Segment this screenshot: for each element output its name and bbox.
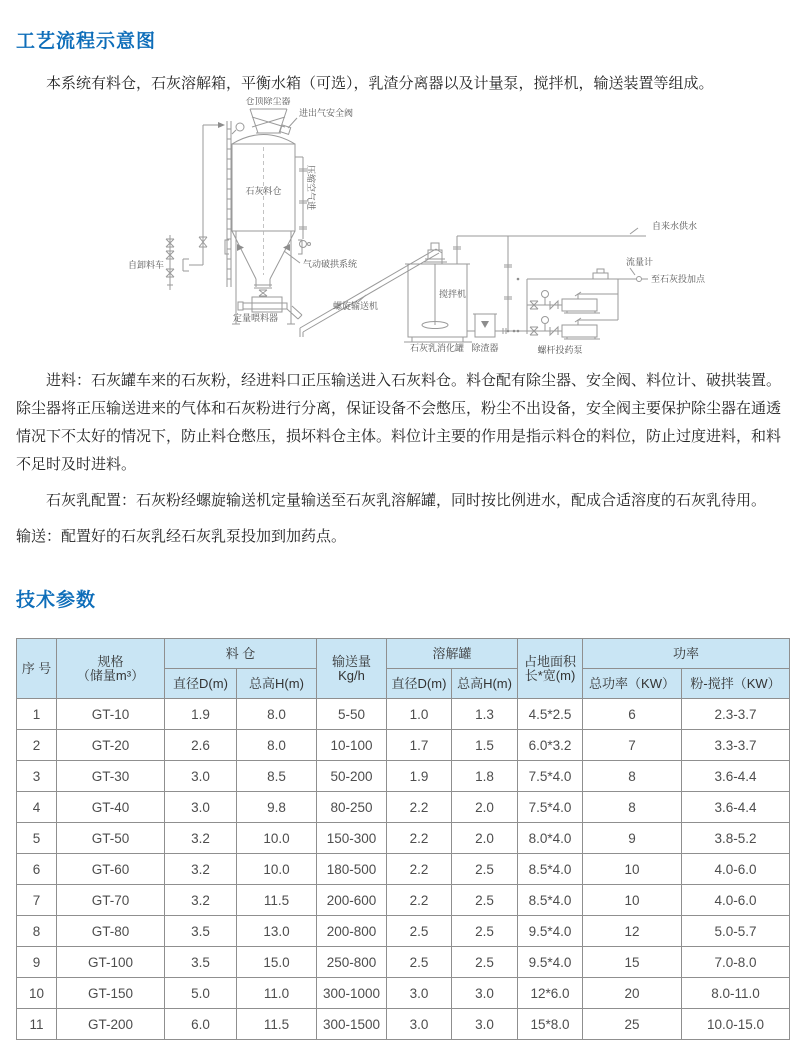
- table-cell: 8.5*4.0: [518, 854, 583, 885]
- table-cell: GT-60: [57, 854, 165, 885]
- table-cell: 2.5: [452, 885, 518, 916]
- process-flow-title: 工艺流程示意图: [16, 31, 157, 52]
- table-cell: 4: [17, 792, 57, 823]
- table-cell: 13.0: [237, 916, 317, 947]
- table-cell: 2.2: [387, 854, 452, 885]
- label-unloading-truck: 自卸料车: [127, 260, 164, 270]
- table-row: [17, 699, 790, 730]
- label-arch-breaking-system: 气动破拱系统: [303, 259, 358, 269]
- table-row: [17, 761, 790, 792]
- transport-paragraph: 输送：配置好的石灰乳经石灰乳泵投加到加药点。: [16, 528, 347, 545]
- table-cell: 8.0*4.0: [518, 823, 583, 854]
- table-cell: GT-10: [57, 699, 165, 730]
- table-cell: 2.5: [387, 916, 452, 947]
- table-cell: 1.9: [165, 699, 237, 730]
- table-row: [17, 854, 790, 885]
- label-slag-remover: 除渣器: [471, 343, 499, 353]
- table-cell: 5.0: [165, 978, 237, 1009]
- col-header-tank-height: 总高H(m): [452, 669, 518, 699]
- group-header-tank: 溶解罐: [387, 639, 518, 669]
- label-screw-dosing-pump: 螺杆投药泵: [537, 345, 583, 355]
- table-row: [17, 916, 790, 947]
- table-cell: 10.0: [237, 854, 317, 885]
- process-flow-diagram: [0, 97, 800, 359]
- table-cell: 8: [583, 761, 682, 792]
- col-header-capacity-line2: Kg/h: [338, 667, 365, 683]
- table-cell: 6: [17, 854, 57, 885]
- table-cell: 300-1000: [317, 978, 387, 1009]
- col-header-capacity-line1: 输送量: [331, 653, 371, 669]
- table-cell: 12*6.0: [518, 978, 583, 1009]
- table-row: [17, 885, 790, 916]
- label-mixer: 搅拌机: [439, 289, 467, 299]
- table-cell: 3.0: [452, 978, 518, 1009]
- col-header-area-line2: 长*宽(m): [524, 667, 576, 683]
- table-cell: 2.3-3.7: [682, 699, 790, 730]
- table-cell: 4.0-6.0: [682, 854, 790, 885]
- table-cell: 7.0-8.0: [682, 947, 790, 978]
- table-cell: 3.2: [165, 823, 237, 854]
- col-header-tank-diameter: 直径D(m): [387, 669, 452, 699]
- table-cell: 8.0-11.0: [682, 978, 790, 1009]
- table-cell: 3.6-4.4: [682, 761, 790, 792]
- group-header-silo: 料 仓: [165, 639, 317, 669]
- table-cell: 5: [17, 823, 57, 854]
- col-header-spec: [57, 639, 165, 699]
- table-cell: 12: [583, 916, 682, 947]
- table-cell: 11.0: [237, 978, 317, 1009]
- table-cell: 250-800: [317, 947, 387, 978]
- col-header-spec-line1: 规格: [97, 653, 124, 669]
- table-cell: 10.0: [237, 823, 317, 854]
- table-row: [17, 978, 790, 1009]
- table-cell: 200-800: [317, 916, 387, 947]
- table-cell: 5-50: [317, 699, 387, 730]
- table-cell: 10.0-15.0: [682, 1009, 790, 1040]
- table-cell: 7.5*4.0: [518, 792, 583, 823]
- table-cell: 3.0: [387, 1009, 452, 1040]
- table-cell: 9: [583, 823, 682, 854]
- table-cell: GT-80: [57, 916, 165, 947]
- table-cell: 8: [17, 916, 57, 947]
- table-cell: 3.0: [165, 792, 237, 823]
- table-cell: 1.8: [452, 761, 518, 792]
- table-cell: 11.5: [237, 1009, 317, 1040]
- table-cell: 80-250: [317, 792, 387, 823]
- table-cell: 15: [583, 947, 682, 978]
- table-cell: 50-200: [317, 761, 387, 792]
- table-cell: 10-100: [317, 730, 387, 761]
- table-cell: GT-200: [57, 1009, 165, 1040]
- table-cell: GT-150: [57, 978, 165, 1009]
- table-cell: 2.0: [452, 792, 518, 823]
- table-cell: 300-1500: [317, 1009, 387, 1040]
- table-cell: GT-30: [57, 761, 165, 792]
- table-cell: 10: [17, 978, 57, 1009]
- col-header-total-power: 总功率（KW）: [583, 669, 682, 699]
- table-cell: 9.5*4.0: [518, 916, 583, 947]
- table-cell: 7.5*4.0: [518, 761, 583, 792]
- table-cell: GT-20: [57, 730, 165, 761]
- table-cell: 1.7: [387, 730, 452, 761]
- table-cell: 10: [583, 854, 682, 885]
- table-cell: 180-500: [317, 854, 387, 885]
- table-cell: 200-600: [317, 885, 387, 916]
- col-header-spec-line2: （储量m³）: [76, 667, 145, 683]
- table-cell: 20: [583, 978, 682, 1009]
- table-cell: 6.0*3.2: [518, 730, 583, 761]
- feed-paragraph: 进料：石灰罐车来的石灰粉，经进料口正压输送进入石灰料仓。料仓配有除尘器、安全阀、料位计、破拱装置。除尘器将正压输送进来的气体和石灰粉进行分离，保证设备不会憋压，粉尘不出设备，安全阀主要保护除尘器在通透情况下不太好的情况下，防止料仓憋压，损坏料仓主体。料位计主要的作用是指示料仓的料位，防止过度进料，和料不足时及时进料。: [16, 372, 782, 473]
- table-cell: 1.9: [387, 761, 452, 792]
- table-cell: 15.0: [237, 947, 317, 978]
- table-cell: 1.0: [387, 699, 452, 730]
- table-cell: 2.5: [452, 854, 518, 885]
- table-cell: 2.5: [387, 947, 452, 978]
- table-cell: 11: [17, 1009, 57, 1040]
- table-cell: 3.0: [452, 1009, 518, 1040]
- label-digestion-tank: 石灰乳消化罐: [409, 343, 465, 353]
- params-title: 技术参数: [16, 590, 97, 611]
- label-to-dosing-point: 至石灰投加点: [651, 274, 706, 284]
- table-cell: GT-100: [57, 947, 165, 978]
- table-cell: 7: [583, 730, 682, 761]
- config-paragraph: 石灰乳配置：石灰粉经螺旋输送机定量输送至石灰乳溶解罐，同时按比例进水，配成合适溶度的石灰乳待用。: [46, 492, 767, 509]
- table-cell: 3.0: [387, 978, 452, 1009]
- table-cell: 2: [17, 730, 57, 761]
- table-cell: GT-40: [57, 792, 165, 823]
- label-lime-silo: 石灰料仓: [245, 186, 282, 196]
- table-cell: 3.2: [165, 854, 237, 885]
- table-row: [17, 823, 790, 854]
- table-cell: 2.0: [452, 823, 518, 854]
- table-cell: 3: [17, 761, 57, 792]
- col-header-capacity: [317, 639, 387, 699]
- table-cell: 2.2: [387, 823, 452, 854]
- table-cell: 15*8.0: [518, 1009, 583, 1040]
- table-cell: 3.0: [165, 761, 237, 792]
- table-cell: 8.0: [237, 730, 317, 761]
- system-intro-text: 本系统有料仓，石灰溶解箱，平衡水箱（可选），乳渣分离器以及计量泵，搅拌机，输送装置等组成。: [46, 75, 714, 92]
- col-header-silo-diameter: 直径D(m): [165, 669, 237, 699]
- table-cell: 150-300: [317, 823, 387, 854]
- table-cell: 6: [583, 699, 682, 730]
- table-cell: 2.5: [452, 916, 518, 947]
- table-cell: 11.5: [237, 885, 317, 916]
- table-cell: 2.6: [165, 730, 237, 761]
- table-cell: 5.0-5.7: [682, 916, 790, 947]
- table-cell: GT-50: [57, 823, 165, 854]
- table-cell: 8.0: [237, 699, 317, 730]
- table-cell: 6.0: [165, 1009, 237, 1040]
- table-cell: 2.2: [387, 885, 452, 916]
- table-cell: 3.8-5.2: [682, 823, 790, 854]
- table-cell: 3.5: [165, 947, 237, 978]
- params-table-body: [17, 699, 790, 1040]
- table-cell: 3.5: [165, 916, 237, 947]
- table-row: [17, 730, 790, 761]
- params-table: [16, 638, 790, 1040]
- params-table-header: [17, 639, 790, 699]
- table-cell: 9.5*4.0: [518, 947, 583, 978]
- table-cell: 4.0-6.0: [682, 885, 790, 916]
- label-air-safety-valve: 进出气安全阀: [299, 108, 354, 118]
- table-cell: 25: [583, 1009, 682, 1040]
- table-cell: 1: [17, 699, 57, 730]
- table-cell: 9.8: [237, 792, 317, 823]
- col-header-index: 序 号: [17, 639, 57, 699]
- label-top-dust-collector: 仓顶除尘器: [245, 97, 291, 106]
- table-cell: 7: [17, 885, 57, 916]
- table-cell: 9: [17, 947, 57, 978]
- table-cell: 8: [583, 792, 682, 823]
- table-cell: 3.2: [165, 885, 237, 916]
- table-row: [17, 1009, 790, 1040]
- col-header-powder-mix: 粉-搅拌（KW）: [682, 669, 790, 699]
- group-header-power: 功率: [583, 639, 790, 669]
- table-cell: 2.5: [452, 947, 518, 978]
- label-compressed-air-in: 压缩空气进: [306, 165, 316, 211]
- table-cell: 8.5: [237, 761, 317, 792]
- col-header-silo-height: 总高H(m): [237, 669, 317, 699]
- label-flow-meter: 流量计: [626, 257, 654, 267]
- label-tap-water-supply: 自来水供水: [652, 221, 698, 231]
- col-header-area-line1: 占地面积: [524, 653, 577, 669]
- table-row: [17, 792, 790, 823]
- table-cell: GT-70: [57, 885, 165, 916]
- label-feeder: 定量喂料器: [233, 313, 279, 323]
- table-row: [17, 947, 790, 978]
- flow-diagram-canvas: [90, 97, 710, 359]
- table-cell: 2.2: [387, 792, 452, 823]
- table-cell: 3.6-4.4: [682, 792, 790, 823]
- table-cell: 1.5: [452, 730, 518, 761]
- table-cell: 1.3: [452, 699, 518, 730]
- table-cell: 10: [583, 885, 682, 916]
- col-header-area: [518, 639, 583, 699]
- label-screw-conveyor: 螺旋输送机: [333, 301, 379, 311]
- table-cell: 3.3-3.7: [682, 730, 790, 761]
- table-cell: 4.5*2.5: [518, 699, 583, 730]
- table-cell: 8.5*4.0: [518, 885, 583, 916]
